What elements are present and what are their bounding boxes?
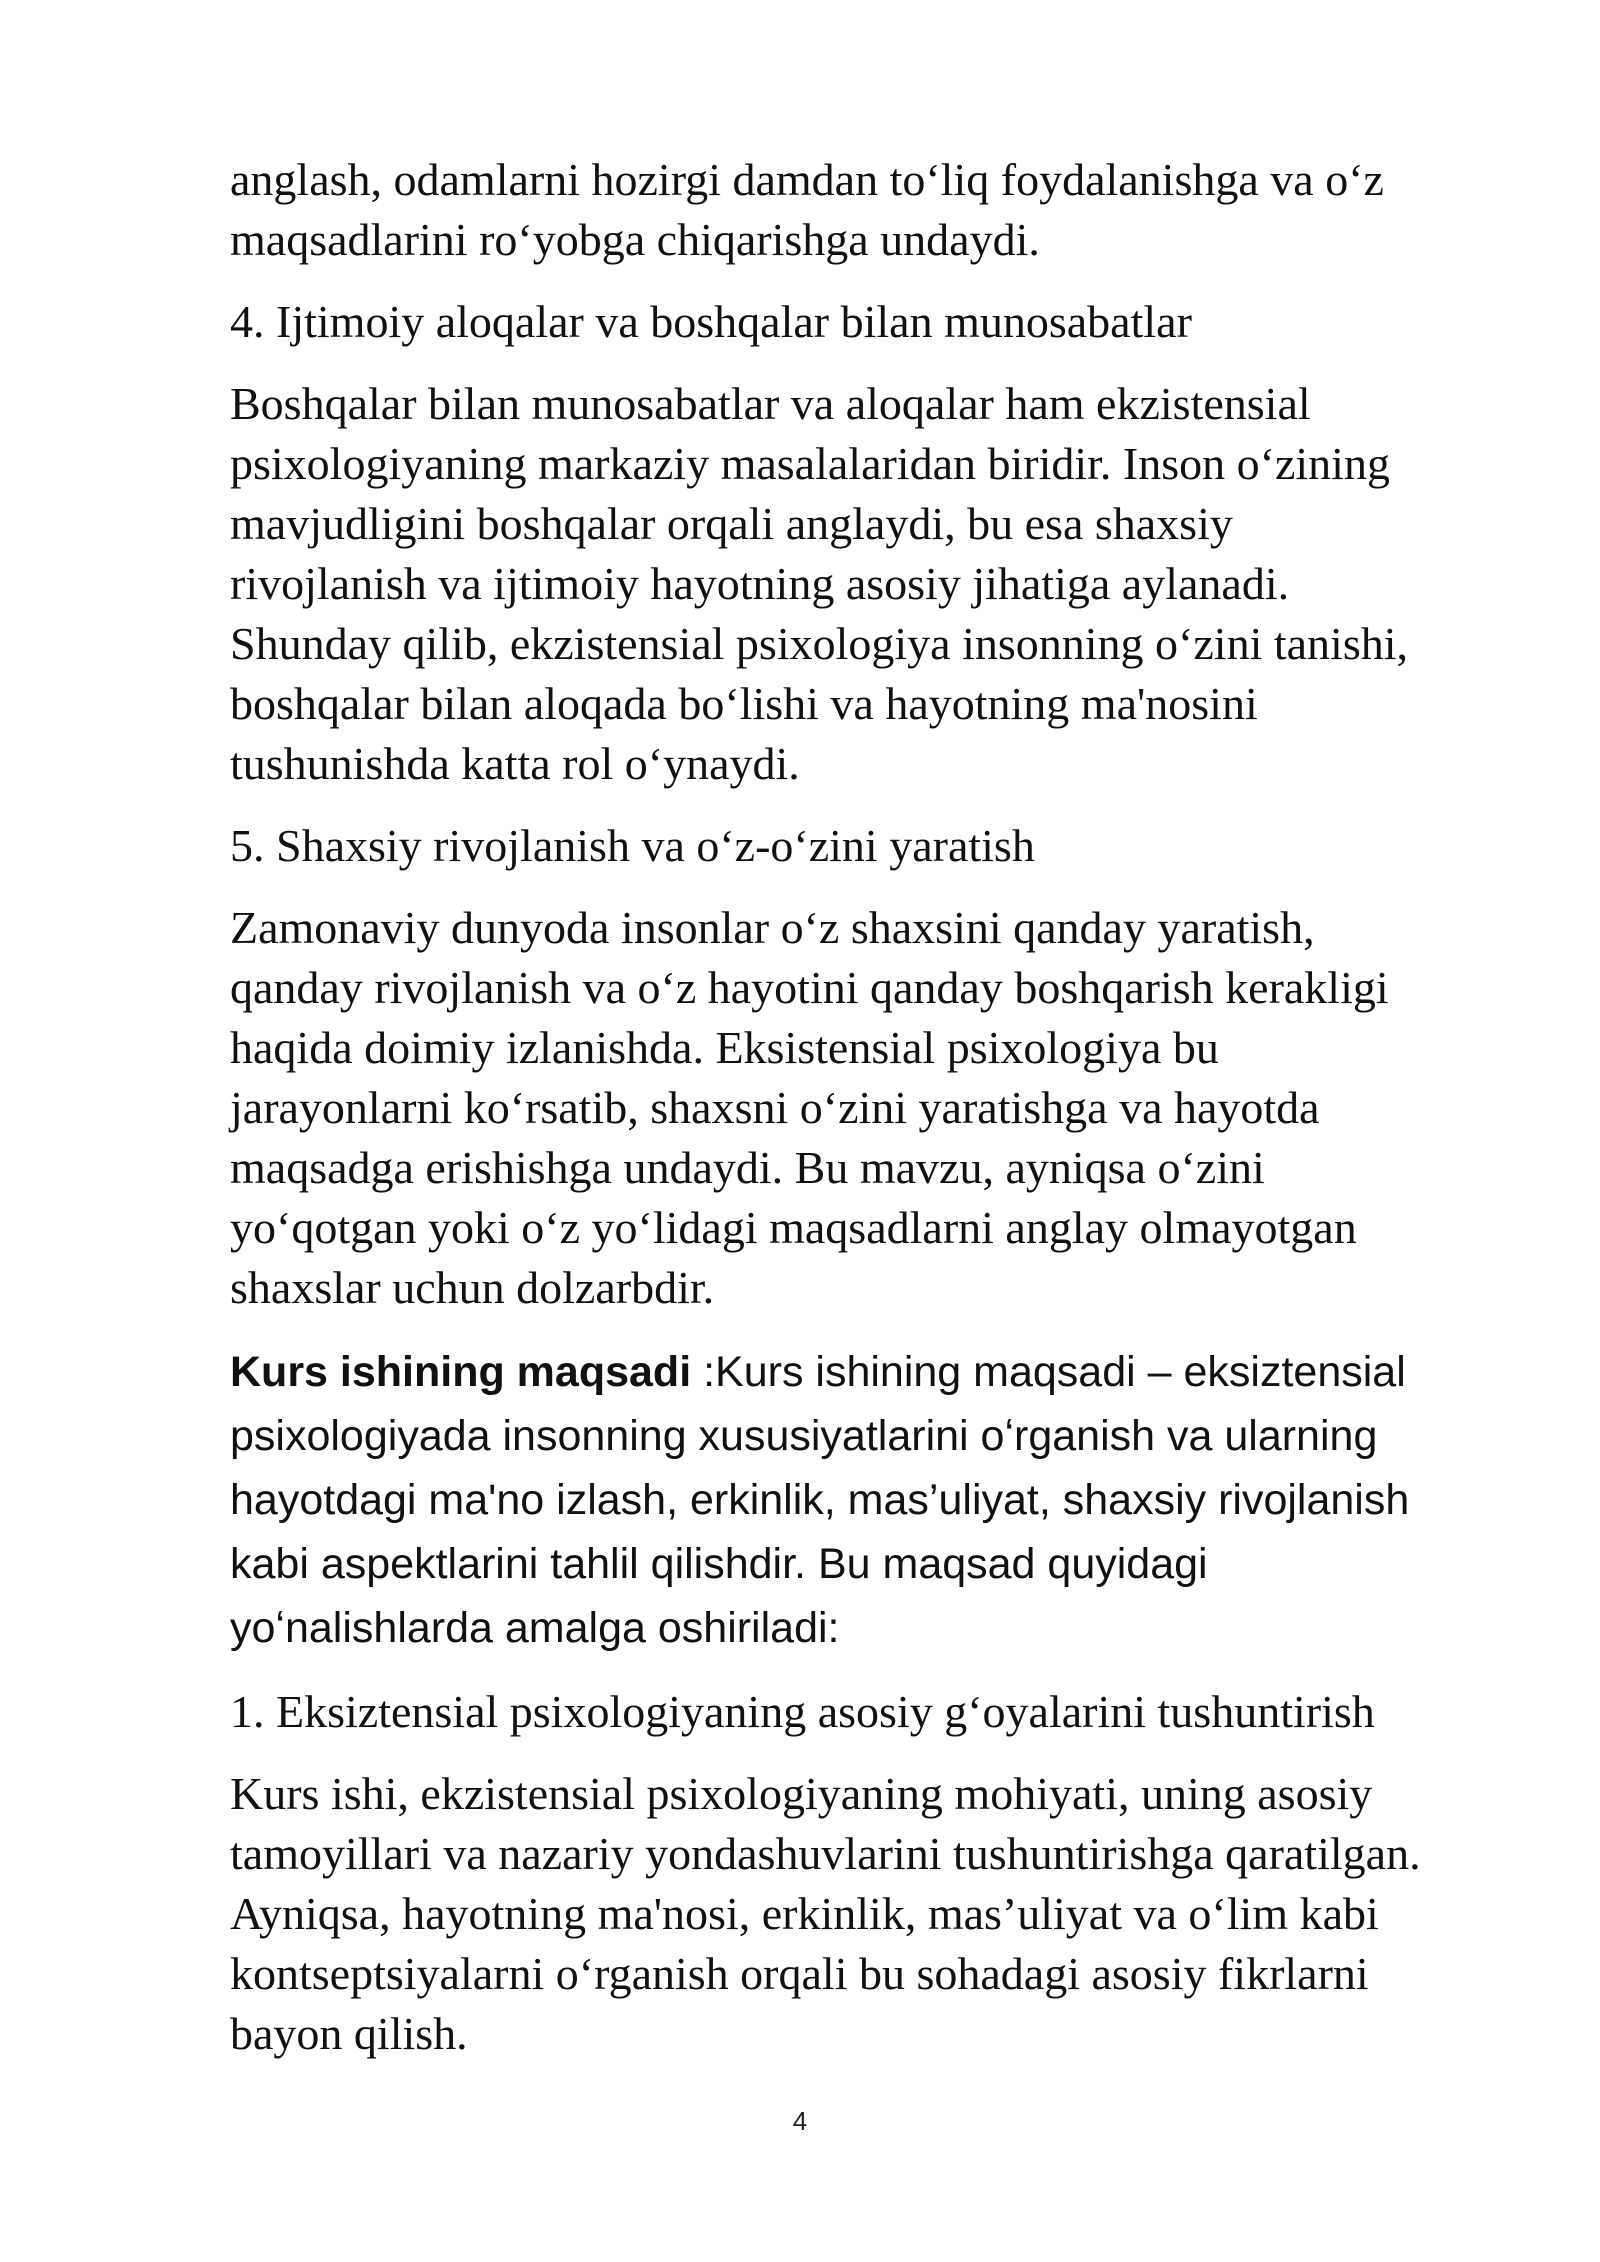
text-line: kabi aspektlarini tahlil qilishdir. Bu maqsad quyidagi bbox=[230, 1540, 1208, 1588]
text-line: Zamonaviy dunyoda insonlar o‘z shaxsini qanday yaratish, bbox=[230, 902, 1315, 953]
heading-text: 5. Shaxsiy rivojlanish va o‘z-o‘zini yaratish bbox=[230, 820, 1035, 871]
heading-text: 1. Eksiztensial psixologiyaning asosiy g‘oyalarini tushuntirish bbox=[230, 1686, 1375, 1737]
section-heading-4 bbox=[230, 292, 1530, 352]
text-line: maqsadlarini ro‘yobga chiqarishga undaydi. bbox=[230, 214, 1040, 265]
text-line: tamoyillari va nazariy yondashuvlarini tushuntirishga qaratilgan. bbox=[230, 1828, 1421, 1879]
text-line: haqida doimiy izlanishda. Eksistensial psixologiya bu bbox=[230, 1022, 1219, 1073]
text-line: Shunday qilib, ekzistensial psixologiya insonning o‘zini tanishi, bbox=[230, 618, 1409, 669]
document-page bbox=[230, 150, 1530, 2086]
text-line: qanday rivojlanish va o‘z hayotini qanday boshqarish kerakligi bbox=[230, 962, 1389, 1013]
bold-lead-text: Kurs ishining maqsadi bbox=[230, 1348, 692, 1396]
text-line: tushunishda katta rol o‘ynaydi. bbox=[230, 738, 800, 789]
lead-rest-text: :Kurs ishining maqsadi – eksiztensial bbox=[691, 1348, 1406, 1396]
section-heading-1 bbox=[230, 1682, 1530, 1742]
text-line: maqsadga erishishga undaydi. Bu mavzu, ayniqsa o‘zini bbox=[230, 1142, 1265, 1193]
paragraph-social-relations bbox=[230, 374, 1530, 794]
text-line: yo‘qotgan yoki o‘z yo‘lidagi maqsadlarni anglay olmayotgan bbox=[230, 1202, 1357, 1253]
text-line: shaxslar uchun dolzarbdir. bbox=[230, 1262, 715, 1313]
text-line: yoʻnalishlarda amalga oshiriladi: bbox=[230, 1604, 840, 1652]
text-line: boshqalar bilan aloqada bo‘lishi va hayotning ma'nosini bbox=[230, 678, 1258, 729]
section-heading-5 bbox=[230, 816, 1530, 876]
page-number: 4 bbox=[792, 2106, 808, 2136]
text-line: anglash, odamlarni hozirgi damdan to‘liq foydalanishga va o‘z bbox=[230, 154, 1384, 205]
text-line bbox=[230, 1340, 1530, 1404]
text-line: mavjudligini boshqalar orqali anglaydi, bu esa shaxsiy bbox=[230, 498, 1233, 549]
paragraph-explanation bbox=[230, 1764, 1530, 2064]
paragraph-course-goal bbox=[230, 1340, 1530, 1660]
paragraph-personal-development bbox=[230, 898, 1530, 1318]
text-line: psixologiyaning markaziy masalalaridan biridir. Inson o‘zining bbox=[230, 438, 1390, 489]
text-line: Kurs ishi, ekzistensial psixologiyaning mohiyati, uning asosiy bbox=[230, 1768, 1373, 1819]
text-line: hayotdagi ma'no izlash, erkinlik, mas’uliyat, shaxsiy rivojlanish bbox=[230, 1476, 1410, 1524]
text-line: rivojlanish va ijtimoiy hayotning asosiy jihatiga aylanadi. bbox=[230, 558, 1290, 609]
text-line: Ayniqsa, hayotning ma'nosi, erkinlik, mas’uliyat va o‘lim kabi bbox=[230, 1888, 1379, 1939]
text-line: bayon qilish. bbox=[230, 2008, 468, 2059]
paragraph-intro-continuation bbox=[230, 150, 1530, 270]
text-line: jarayonlarni ko‘rsatib, shaxsni o‘zini yaratishga va hayotda bbox=[230, 1082, 1320, 1133]
heading-text: 4. Ijtimoiy aloqalar va boshqalar bilan munosabatlar bbox=[230, 296, 1192, 347]
text-line: Boshqalar bilan munosabatlar va aloqalar ham ekzistensial bbox=[230, 378, 1311, 429]
text-line: kontseptsiyalarni o‘rganish orqali bu sohadagi asosiy fikrlarni bbox=[230, 1948, 1369, 1999]
text-line: psixologiyada insonning xususiyatlarini oʻrganish va ularning bbox=[230, 1412, 1378, 1460]
